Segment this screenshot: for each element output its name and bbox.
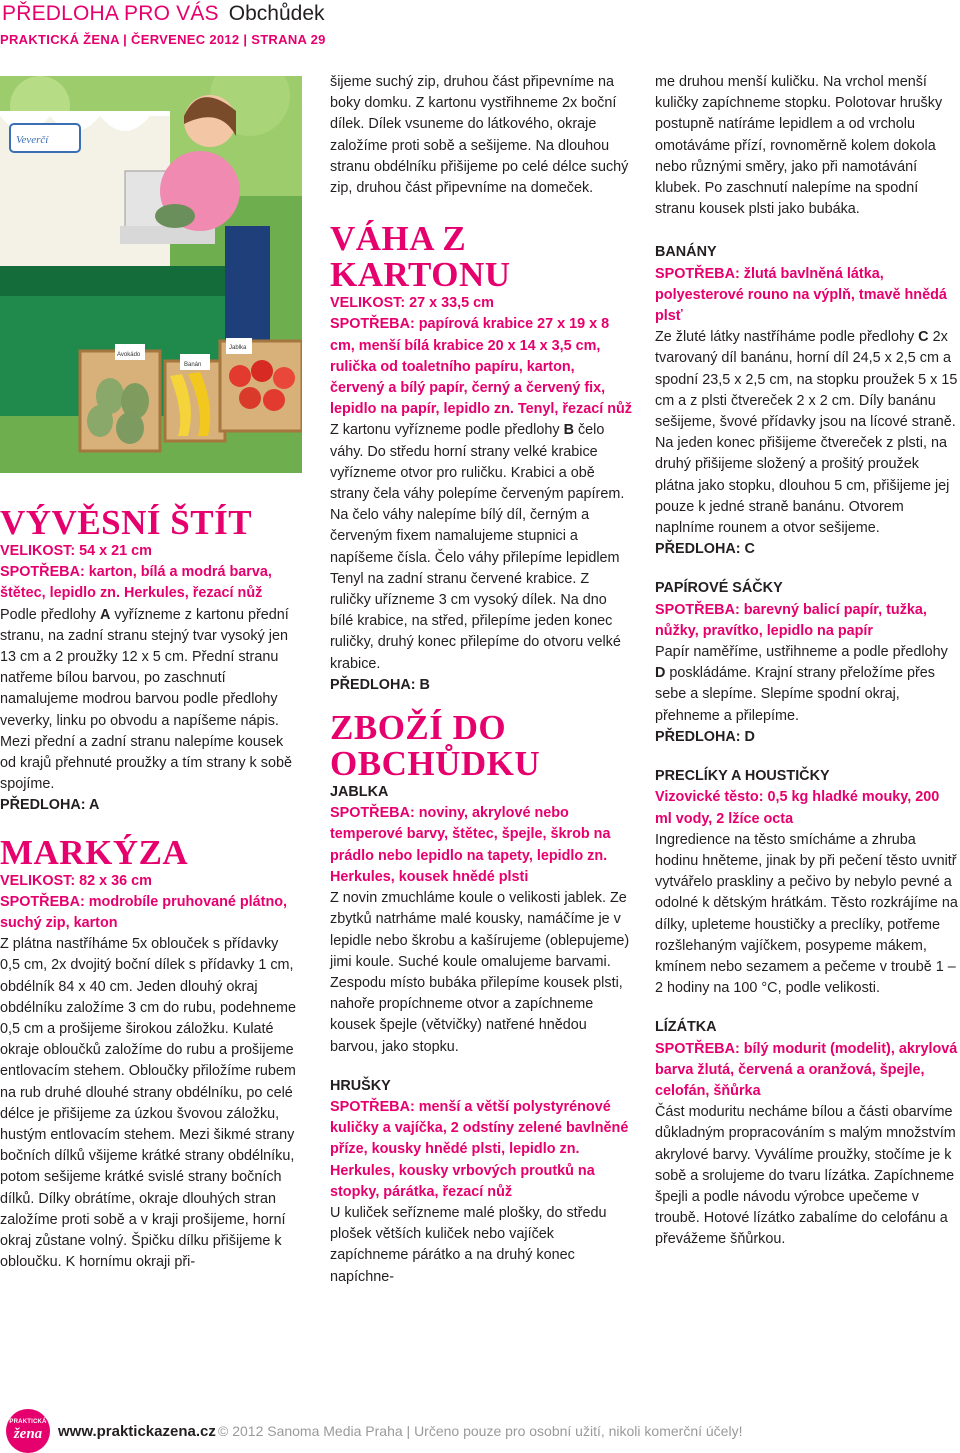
instructions-bags: [655, 642, 958, 727]
instructions-scale: [330, 420, 633, 674]
template-scale: PŘEDLOHA: B: [330, 676, 430, 693]
heading-awning: MARKÝZA: [0, 832, 189, 872]
section-title: PŘEDLOHA PRO VÁS: [2, 2, 219, 25]
template-ref-c: C: [918, 329, 929, 346]
supplies-apples: SPOTŘEBA: noviny, akrylové nebo temperové barvy, štětec, špejle, škrob na prádlo nebo lepidlo na tapety, lepidlo zn. Herkules, kousek hnědé plsti: [330, 805, 611, 885]
supplies-lollipops: SPOTŘEBA: bílý modurit (modelit), akrylová barva žlutá, červená a oranžová, špejle, celofán, šňůrka: [655, 1040, 958, 1099]
heading-sign: VÝVĚSNÍ ŠTÍT: [0, 503, 253, 542]
instructions-bananas: [655, 327, 958, 539]
instructions-awning-cont: šijeme suchý zip, druhou část připevníme na boky domku. Z kartonu vystřihneme 2x boční dílek. Dílek vsuneme do látkového, okraje založíme proti sobě a sešijeme. Na dlouhou stranu obdélníku přišijeme po celé délce suchý zip, druhou část připevníme na domeček.: [330, 74, 629, 197]
template-ref-d: D: [655, 665, 666, 682]
instructions-bags-part2: poskládáme. Krajní strany přeložíme přes sebe a slepíme. Slepíme spodní okraj, přehneme a přilepíme.: [655, 665, 935, 724]
issue-line: PRAKTICKÁ ŽENA | ČERVENEC 2012 | STRANA 29: [0, 32, 326, 47]
subheading-bananas: BANÁNY: [655, 244, 717, 261]
supplies-awning: SPOTŘEBA: modrobíle pruhované plátno, suchý zip, karton: [0, 893, 288, 932]
supplies-scale: SPOTŘEBA: papírová krabice 27 x 19 x 8 cm, menší bílá krabice 20 x 14 x 3,5 cm, rulička od toaletního papíru, karton, červený a bílý papír, černý a červený fix, lepidlo na papír, lepidlo zn. Tenyl, řezací nůž: [330, 316, 632, 418]
crate-label-2: Banán: [184, 362, 202, 368]
supplies-pretzels: Vizovické těsto: 0,5 kg hladké mouky, 200 ml vody, 2 lžíce octa: [655, 789, 940, 827]
subheading-lollipops: LÍZÁTKA: [655, 1019, 717, 1036]
column-right: [655, 72, 958, 1251]
instructions-bananas-part1: Ze žluté látky nastříháme podle předlohy: [655, 329, 919, 346]
supplies-sign: SPOTŘEBA: karton, bílá a modrá barva, štětec, lepidlo zn. Herkules, řezací nůž: [0, 564, 272, 602]
instructions-sign: [0, 605, 302, 796]
logo-top-text: PRAKTICKÁ: [9, 1419, 47, 1425]
instructions-bananas-part2: 2x tvarovaný díl banánu, horní díl 24,5 x 2,5 cm a spodní 23,5 x 2,5 cm, na stopku proužek 5 x 15 cm a z plsti čtvereček 2 x 2 cm. Díly banánu sešijeme, švové přídavky jsou na lícové straně. Na jeden konec přišijeme čtvereček z plsti, na druhý přišijeme složený a prošitý proužek plátna jako stopku, dlouhou 5 cm, přišijeme jej pouze k jedné straně banánu. Otvorem naplníme rounem a otvor sešijeme.: [655, 329, 958, 537]
shop-photo-illustration: [0, 76, 302, 473]
column-left: [0, 505, 302, 1274]
copyright-notice: © 2012 Sanoma Media Praha | Určeno pouze pro osobní užití, nikoli komerční účely!: [218, 1423, 743, 1439]
instructions-scale-part1: Z kartonu vyřízneme podle předlohy: [330, 422, 564, 439]
size-sign: VELIKOST: 54 x 21 cm: [0, 543, 152, 559]
heading-scale: VÁHA Z KARTONU: [330, 219, 511, 295]
subheading-apples: JABLKA: [330, 784, 389, 801]
template-bags: PŘEDLOHA: D: [655, 728, 755, 745]
column-middle: [330, 72, 633, 1288]
size-scale: VELIKOST: 27 x 33,5 cm: [330, 295, 494, 312]
supplies-bananas: SPOTŘEBA: žlutá bavlněná látka, polyesterové rouno na výplň, tmavě hnědá plsť: [655, 265, 947, 325]
supplies-bags: SPOTŘEBA: barevný balicí papír, tužka, nůžky, pravítko, lepidlo na papír: [655, 601, 927, 639]
shop-photo: [0, 76, 302, 473]
instructions-awning: Z plátna nastříháme 5x oblouček s přídavky 0,5 cm, 2x dvojitý boční dílek s přídavky 1 cm, obdélník 84 x 40 cm. Jeden dlouhý okraj obdélníku založíme 3 cm do rubu, podehneme 0,5 cm a prošijeme širokou záložku. Kulaté okraje obloučků založíme do rubu a prošijeme entlovacím stehem. Obloučky přiložíme rubem na rub druhé dlouhé strany obdélníku, po celé délce je přišijeme za úzkou švovou záložku, hustým entlovacím stehem. Mezi šikmé strany bočních dílků všijeme krátké strany obdélníku, potom sešijeme krátké svislé strany bočních dílků. Dílky obrátíme, okraje dlouhých stran založíme proti sobě a v kraji prošijeme, horní okraj zůstane volný. Špičku dílku přišijeme k obloučku. K hornímu okraji při-: [0, 936, 296, 1271]
instructions-bags-part1: Papír naměříme, ustřihneme a podle předlohy: [655, 644, 948, 661]
sign-text: Veverčí: [16, 134, 49, 146]
subheading-pears: HRUŠKY: [330, 1077, 391, 1094]
page-footer: [0, 1405, 960, 1453]
instructions-sign-part1: Podle předlohy: [0, 606, 101, 623]
instructions-apples: Z novin zmuchláme koule o velikosti jablek. Ze zbytků natrháme malé kousky, namáčíme je v lepidle nebo škrobu a kašírujeme (oblepujeme) jimi koule. Suché koule omalujeme barvami. Zespodu místo bubáka přilepíme kousek plsti, nahoře propíchneme otvor a zapíchneme kousek špejle (větvičky) natřené hnědou barvou, jako stopku.: [330, 890, 630, 1055]
size-awning: VELIKOST: 82 x 36 cm: [0, 872, 152, 889]
category-title: Obchůdek: [228, 2, 325, 25]
supplies-pears: SPOTŘEBA: menší a větší polystyrénové kuličky a vajíčka, 2 odstíny zelené bavlněné příze, kousky hnědé plsti, lepidlo zn. Herkules, kousky vrbových proutků na stopky, párátka, řezací nůž: [330, 1098, 629, 1200]
logo-bottom-text: žena: [13, 1426, 43, 1442]
instructions-scale-part2: čelo váhy. Do středu horní strany velké krabice vyřízneme otvor pro ruličku. Krabici a obě strany čela váhy polepíme červeným papírem. Na čelo váhy nalepíme bílý díl, černým a červeným fixem namalujeme stupnici a napíšeme čísla. Čelo váhy přilepíme lepidlem Tenyl na zadní stranu červené krabice. Z ruličky uřízneme 3 cm vysoký dílek. Na dno bílé krabice, na střed, přilepíme jeden konec ruličky, druhý konec přilepíme do otvoru velké krabice.: [330, 422, 625, 672]
template-ref-a: A: [100, 606, 111, 623]
subheading-pretzels: PRECLÍKY A HOUSTIČKY: [655, 768, 830, 785]
template-sign: PŘEDLOHA: A: [0, 797, 100, 814]
magazine-logo: [6, 1409, 50, 1453]
instructions-lollipops: Část moduritu necháme bílou a části obarvíme důkladným propracováním s malým množstvím akrylové barvy. Vyválíme proužky, stočíme je k sobě a srolujeme do tvaru lízátka. Zapíchneme špejli a podle návodu výrobce upečeme v troubě. Hotové lízátko zabalíme do celofánu a převážeme šňůrkou.: [655, 1104, 956, 1248]
instructions-pears: U kuliček seřízneme malé plošky, do středu plošek větších kuliček nebo vajíček zapíchneme párátko a na druhý konec napíchne-: [330, 1204, 607, 1285]
instructions-sign-part2: vyřízneme z kartonu přední stranu, na zadní stranu stejný tvar vysoký jen 13 cm a 2 proužky 12 x 5 cm. Přední stranu natřeme bílou barvou, po zaschnutí namalujeme modrou barvou podle předlohy veverky, linku po obvodu a napíšeme nápis. Mezi přední a zadní stranu nalepíme kousek od krajů přehnuté proužky a tím strany k sobě spojíme.: [0, 606, 292, 793]
subheading-bags: PAPÍROVÉ SÁČKY: [655, 580, 783, 597]
heading-goods: ZBOŽÍ DO OBCHŮDKU: [330, 708, 541, 784]
crate-label-3: Jablka: [229, 345, 247, 351]
instructions-pretzels: Ingredience na těsto smícháme a zhruba hodinu hněteme, jinak by při pečení těsto uvnitř vytvářelo praskliny a pečivo by nebylo pevné a odolné k dětským hrátkám. Těsto rozkrájíme na dílky, upleteme houstičky a preclíky, potřeme rozšlehaným vajíčkem, posypeme mákem, kmínem nebo sezamem a pečeme v troubě 1 – 2 hodiny na 100 °C, podle velikosti.: [655, 831, 958, 997]
page-header: [2, 1, 325, 27]
template-ref-b: B: [563, 422, 574, 439]
crate-label-1: Avokádo: [117, 352, 141, 358]
template-bananas: PŘEDLOHA: C: [655, 541, 755, 558]
instructions-pears-cont: me druhou menší kuličku. Na vrchol menší kuličky zapíchneme stopku. Polotovar hrušky postupně natíráme lepidlem a od vrcholu omotáváme přízí, rovnoměrně kolem dokola nebo různými směry, jako při namotávání klubek. Po zaschnutí nalepíme na spodní stranu kousek plsti jako bubáka.: [655, 74, 943, 218]
website-link[interactable]: www.praktickazena.cz: [58, 1423, 216, 1440]
